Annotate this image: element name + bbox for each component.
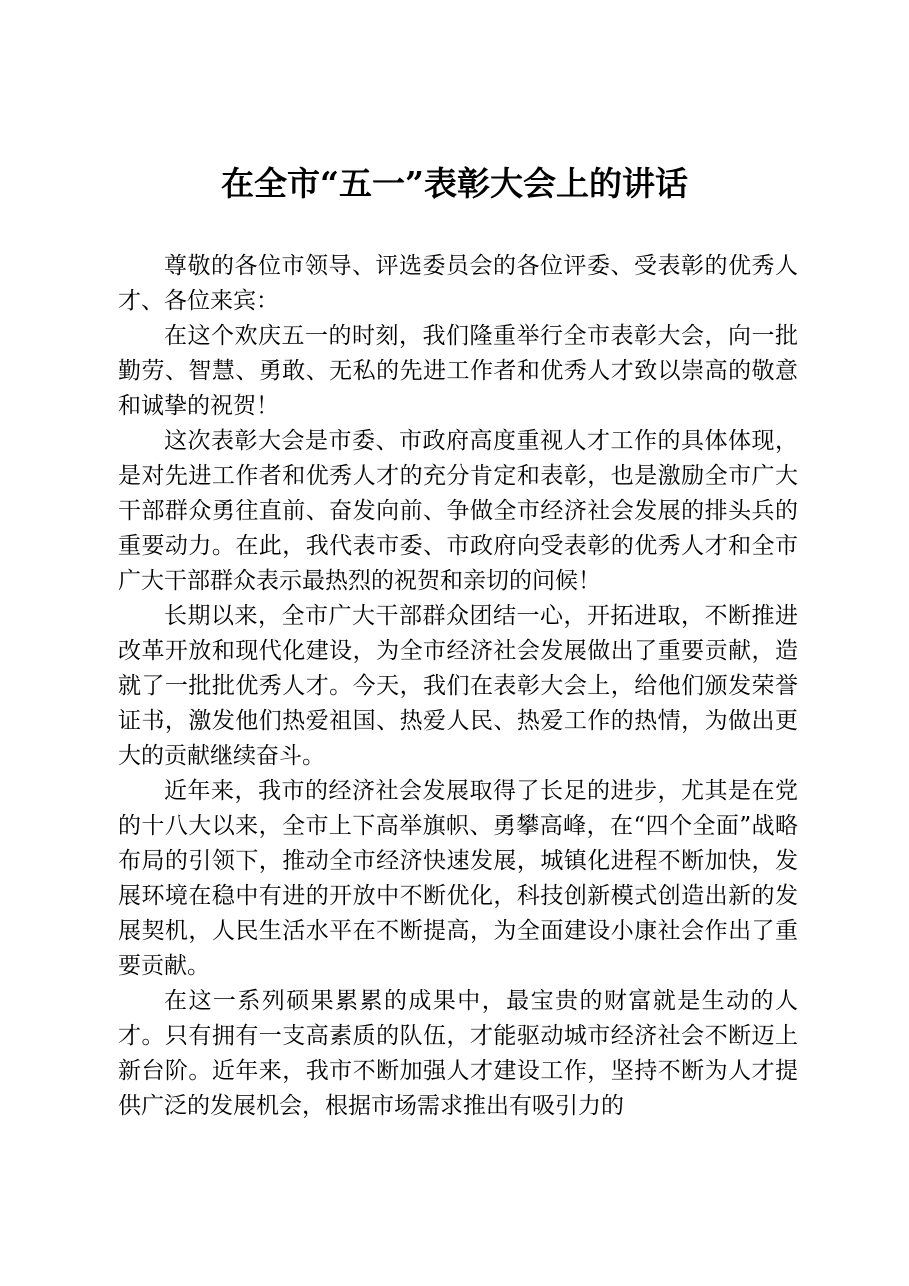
body-paragraph: 在这个欢庆五一的时刻，我们隆重举行全市表彰大会，向一批勤劳、智慧、勇敢、无私的先进工作者和优秀人才致以崇高的敬意和诚挚的祝贺！ [118, 323, 798, 419]
body-paragraph: 长期以来，全市广大干部群众团结一心，开拓进取，不断推进改革开放和现代化建设，为全市经济社会发展做出了重要贡献，造就了一批批优秀人才。今天，我们在表彰大会上，给他们颁发荣誉证书，激发他们热爱祖国、热爱人民、热爱工作的热情，为做出更大的贡献继续奋斗。 [118, 603, 798, 769]
body-paragraph: 这次表彰大会是市委、市政府高度重视人才工作的具体体现，是对先进工作者和优秀人才的充分肯定和表彰，也是激励全市广大干部群众勇往直前、奋发向前、争做全市经济社会发展的排头兵的重要动力。在此，我代表市委、市政府向受表彰的优秀人才和全市广大干部群众表示最热烈的祝贺和亲切的问候！ [118, 428, 798, 594]
salutation-paragraph: 尊敬的各位市领导、评选委员会的各位评委、受表彰的优秀人才、各位来宾： [118, 253, 798, 314]
document-body [118, 249, 798, 1124]
body-paragraph: 在这一系列硕果累累的成果中，最宝贵的财富就是生动的人才。只有拥有一支高素质的队伍，才能驱动城市经济社会不断迈上新台阶。近年来，我市不断加强人才建设工作，坚持不断为人才提供广泛的发展机会，根据市场需求推出有吸引力的 [118, 988, 798, 1119]
document-title: 在全市“五一”表彰大会上的讲话 [221, 164, 688, 203]
body-paragraph: 近年来，我市的经济社会发展取得了长足的进步，尤其是在党的十八大以来，全市上下高举旗帜、勇攀高峰，在“四个全面”战略布局的引领下，推动全市经济快速发展，城镇化进程不断加快，发展环境在稳中有进的开放中不断优化，科技创新模式创造出新的发展契机，人民生活水平在不断提高，为全面建设小康社会作出了重要贡献。 [118, 778, 798, 979]
